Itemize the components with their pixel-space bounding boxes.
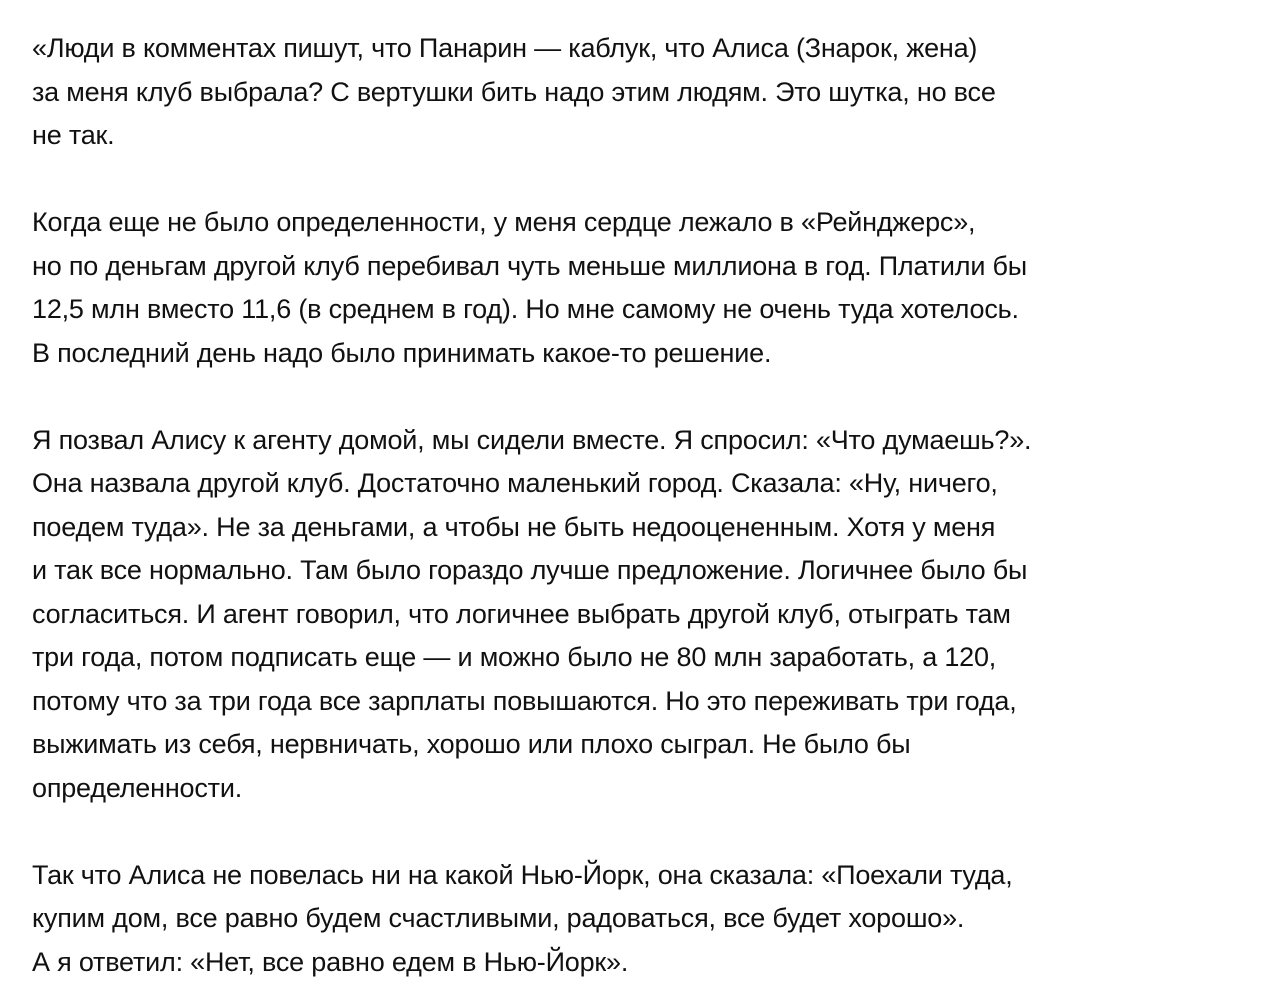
text-line: В последний день надо было принимать какое-то решение. <box>32 337 772 368</box>
text-line: но по деньгам другой клуб перебивал чуть меньше миллиона в год. Платили бы <box>32 250 1027 281</box>
text-line: «Люди в комментах пишут, что Панарин — каблук, что Алиса (Знарок, жена) <box>32 33 978 63</box>
paragraph-1 <box>32 27 1262 158</box>
text-line: согласиться. И агент говорил, что логичнее выбрать другой клуб, отыграть там <box>32 598 1011 629</box>
text-line: А я ответил: «Нет, все равно едем в Нью-Йорк». <box>32 946 629 977</box>
text-line: поедем туда». Не за деньгами, а чтобы не быть недооцененным. Хотя у меня <box>32 511 996 542</box>
text-line: и так все нормально. Там было гораздо лучше предложение. Логичнее было бы <box>32 555 1028 585</box>
text-line: Она назвала другой клуб. Достаточно маленький город. Сказала: «Ну, ничего, <box>32 468 998 498</box>
text-line: три года, потом подписать еще — и можно было не 80 млн заработать, а 120, <box>32 642 997 672</box>
paragraph-4 <box>32 854 1262 985</box>
text-line: купим дом, все равно будем счастливыми, радоваться, все будет хорошо». <box>32 903 965 933</box>
paragraph-2 <box>32 201 1262 375</box>
text-line: не так. <box>32 120 115 150</box>
text-line: выжимать из себя, нервничать, хорошо или плохо сыграл. Не было бы <box>32 729 911 759</box>
text-line: Так что Алиса не повелась ни на какой Нью-Йорк, она сказала: «Поехали туда, <box>32 859 1013 890</box>
paragraph-3 <box>32 419 1262 811</box>
text-line: за меня клуб выбрала? С вертушки бить надо этим людям. Это шутка, но все <box>32 76 996 107</box>
text-line: определенности. <box>32 772 243 803</box>
text-line: 12,5 млн вместо 11,6 (в среднем в год). Но мне самому не очень туда хотелось. <box>32 294 1019 324</box>
text-line: Когда еще не было определенности, у меня сердце лежало в «Рейнджерс», <box>32 207 976 237</box>
article-text <box>32 27 1262 984</box>
text-line: Я позвал Алису к агенту домой, мы сидели вместе. Я спросил: «Что думаешь?». <box>32 424 1032 455</box>
text-line: потому что за три года все зарплаты повышаются. Но это переживать три года, <box>32 685 1017 716</box>
